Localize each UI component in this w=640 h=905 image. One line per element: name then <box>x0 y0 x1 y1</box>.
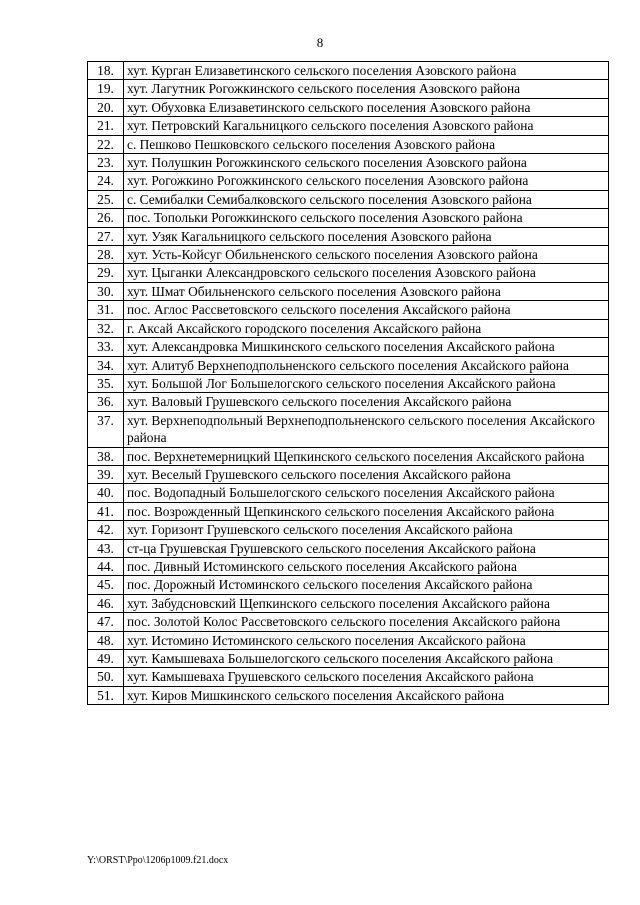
settlement-name: пос. Возрожденный Щепкинского сельского поселения Аксайского района <box>124 502 609 520</box>
table-row <box>88 650 609 668</box>
settlement-name: пос. Топольки Рогожкинского сельского поселения Азовского района <box>124 209 609 227</box>
settlement-name: хут. Рогожкино Рогожкинского сельского поселения Азовского района <box>124 172 609 190</box>
table-row <box>88 576 609 594</box>
row-number: 22. <box>88 135 124 153</box>
row-number: 25. <box>88 190 124 208</box>
table-row <box>88 465 609 483</box>
table-row <box>88 539 609 557</box>
row-number: 42. <box>88 521 124 539</box>
row-number: 51. <box>88 686 124 704</box>
table-row <box>88 282 609 300</box>
row-number: 23. <box>88 154 124 172</box>
row-number: 49. <box>88 650 124 668</box>
table-row <box>88 172 609 190</box>
settlements-table <box>87 61 609 705</box>
settlement-name: пос. Аглос Рассветовского сельского поселения Аксайского района <box>124 301 609 319</box>
table-row <box>88 502 609 520</box>
table-row <box>88 117 609 135</box>
row-number: 24. <box>88 172 124 190</box>
settlement-name: хут. Горизонт Грушевского сельского поселения Аксайского района <box>124 521 609 539</box>
settlement-name: хут. Алитуб Верхнеподпольненского сельского поселения Аксайского района <box>124 356 609 374</box>
table-row <box>88 411 609 447</box>
settlement-name: пос. Золотой Колос Рассветовского сельского поселения Аксайского района <box>124 613 609 631</box>
row-number: 27. <box>88 227 124 245</box>
table-row <box>88 686 609 704</box>
settlement-name: хут. Валовый Грушевского сельского поселения Аксайского района <box>124 393 609 411</box>
settlement-name: хут. Шмат Обильненского сельского поселения Азовского района <box>124 282 609 300</box>
row-number: 50. <box>88 668 124 686</box>
settlement-name: хут. Александровка Мишкинского сельского поселения Аксайского района <box>124 338 609 356</box>
row-number: 38. <box>88 447 124 465</box>
settlement-name: хут. Лагутник Рогожкинского сельского поселения Азовского района <box>124 80 609 98</box>
row-number: 26. <box>88 209 124 227</box>
settlement-name: г. Аксай Аксайского городского поселения Аксайского района <box>124 319 609 337</box>
table-row <box>88 80 609 98</box>
settlement-name: хут. Большой Лог Большелогского сельского поселения Аксайского района <box>124 374 609 392</box>
table-row <box>88 613 609 631</box>
table-row <box>88 62 609 80</box>
row-number: 28. <box>88 246 124 264</box>
row-number: 39. <box>88 465 124 483</box>
table-row <box>88 594 609 612</box>
page-number: 8 <box>316 35 324 50</box>
table-row <box>88 190 609 208</box>
settlement-name: хут. Забудсновский Щепкинского сельского поселения Аксайского района <box>124 594 609 612</box>
row-number: 21. <box>88 117 124 135</box>
table-row <box>88 668 609 686</box>
row-number: 48. <box>88 631 124 649</box>
row-number: 45. <box>88 576 124 594</box>
settlement-name: пос. Водопадный Большелогского сельского поселения Аксайского района <box>124 484 609 502</box>
table-row <box>88 98 609 116</box>
table-row <box>88 356 609 374</box>
row-number: 46. <box>88 594 124 612</box>
settlement-name: хут. Усть-Койсуг Обильненского сельского поселения Азовского района <box>124 246 609 264</box>
row-number: 41. <box>88 502 124 520</box>
row-number: 35. <box>88 374 124 392</box>
row-number: 34. <box>88 356 124 374</box>
row-number: 30. <box>88 282 124 300</box>
table-row <box>88 154 609 172</box>
row-number: 36. <box>88 393 124 411</box>
settlement-name: хут. Узяк Кагальницкого сельского поселения Азовского района <box>124 227 609 245</box>
settlement-name: хут. Петровский Кагальницкого сельского поселения Азовского района <box>124 117 609 135</box>
table-row <box>88 631 609 649</box>
footer-file-path: Y:\ORST\Ppo\1206p1009.f21.docx <box>87 855 229 866</box>
settlement-name: с. Семибалки Семибалковского сельского поселения Азовского района <box>124 190 609 208</box>
row-number: 19. <box>88 80 124 98</box>
row-number: 37. <box>88 411 124 447</box>
settlement-name: ст-ца Грушевская Грушевского сельского поселения Аксайского района <box>124 539 609 557</box>
table-row <box>88 393 609 411</box>
table-row <box>88 319 609 337</box>
settlement-name: хут. Полушкин Рогожкинского сельского поселения Азовского района <box>124 154 609 172</box>
table-row <box>88 557 609 575</box>
table-row <box>88 301 609 319</box>
table-row <box>88 135 609 153</box>
table-row <box>88 227 609 245</box>
settlement-name: хут. Курган Елизаветинского сельского поселения Азовского района <box>124 62 609 80</box>
row-number: 43. <box>88 539 124 557</box>
settlement-name: пос. Дорожный Истоминского сельского поселения Аксайского района <box>124 576 609 594</box>
row-number: 31. <box>88 301 124 319</box>
row-number: 20. <box>88 98 124 116</box>
settlement-name: пос. Верхнетемерницкий Щепкинского сельского поселения Аксайского района <box>124 447 609 465</box>
settlement-name: хут. Верхнеподпольный Верхнеподпольненского сельского поселения Аксайского района <box>124 411 609 447</box>
settlement-name: с. Пешково Пешковского сельского поселения Азовского района <box>124 135 609 153</box>
settlement-name: хут. Обуховка Елизаветинского сельского поселения Азовского района <box>124 98 609 116</box>
settlement-name: хут. Цыганки Александровского сельского поселения Азовского района <box>124 264 609 282</box>
row-number: 44. <box>88 557 124 575</box>
row-number: 32. <box>88 319 124 337</box>
settlements-table-body <box>88 62 609 705</box>
table-row <box>88 246 609 264</box>
settlement-name: хут. Истомино Истоминского сельского поселения Аксайского района <box>124 631 609 649</box>
row-number: 40. <box>88 484 124 502</box>
row-number: 47. <box>88 613 124 631</box>
table-row <box>88 264 609 282</box>
row-number: 18. <box>88 62 124 80</box>
table-row <box>88 447 609 465</box>
table-row <box>88 374 609 392</box>
row-number: 29. <box>88 264 124 282</box>
settlement-name: хут. Веселый Грушевского сельского поселения Аксайского района <box>124 465 609 483</box>
settlement-name: хут. Камышеваха Грушевского сельского поселения Аксайского района <box>124 668 609 686</box>
table-row <box>88 521 609 539</box>
table-row <box>88 484 609 502</box>
settlement-name: хут. Камышеваха Большелогского сельского поселения Аксайского района <box>124 650 609 668</box>
settlement-name: хут. Киров Мишкинского сельского поселения Аксайского района <box>124 686 609 704</box>
table-row <box>88 209 609 227</box>
row-number: 33. <box>88 338 124 356</box>
settlement-name: пос. Дивный Истоминского сельского поселения Аксайского района <box>124 557 609 575</box>
table-row <box>88 338 609 356</box>
